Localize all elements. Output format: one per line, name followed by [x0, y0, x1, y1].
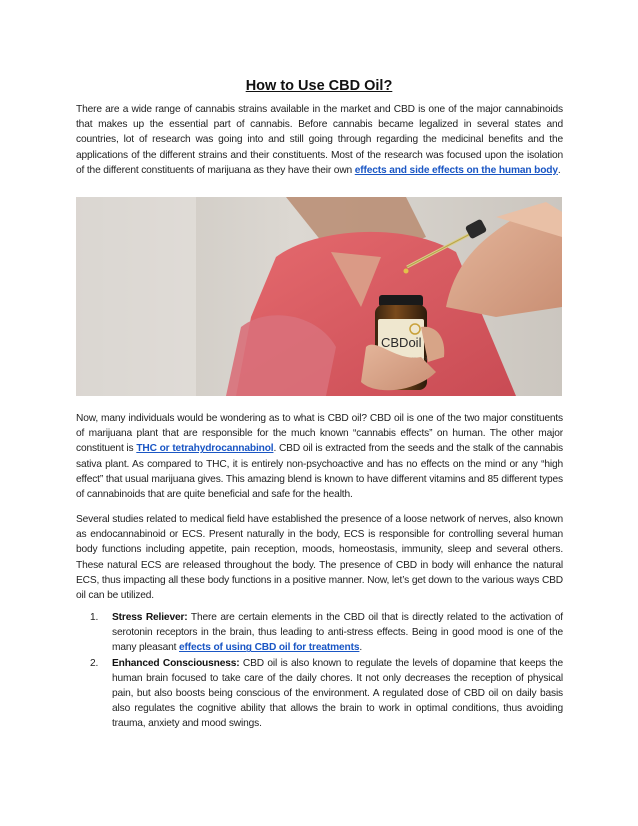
list-heading: Stress Reliever: — [112, 612, 188, 623]
treatments-link[interactable]: effects of using CBD oil for treatments — [179, 642, 360, 654]
intro-text: There are a wide range of cannabis strains available in the market and CBD is one of the major cannabinoids that makes up the essential part of cannabis. Before cannabis became legalized in several states and countries, lot of research was going into and still going through regarding the medicinal benefits and the applications of the different strains and their constituents. Most of the research was focused upon the isolation of the different constituents of marijuana as they have their own — [76, 104, 563, 176]
list-number: 2. — [90, 657, 99, 669]
list-number: 1. — [90, 612, 99, 623]
effects-link[interactable]: effects and side effects on the human body — [354, 164, 558, 176]
list-item: 2. Enhanced Consciousness: CBD oil is also known to regulate the levels of dopamine that keeps the human brain focused to take care of the daily chores. It not only decreases the reception of physical pain, but also boosts being conscious of the environment. A regulated dose of CBD oil on daily basis also regulates the cognitive ability that allows the brain to work in optimal conditions, thus avoiding trauma, anxiety and mood swings. — [90, 657, 563, 730]
intro-paragraph: There are a wide range of cannabis strains available in the market and CBD is one of the major cannabinoids that makes up the essential part of cannabis. Before cannabis became legalized in several states and countries, lot of research was going into and still going through regarding the medicinal benefits and the applications of the different strains and their constituents. Most of the research was focused upon the isolation of the different constituents of marijuana as they have their own effects and side effects on the human body. — [76, 104, 563, 176]
usage-list — [76, 610, 563, 732]
what-is-cbd-paragraph: Now, many individuals would be wondering as to what is CBD oil? CBD oil is one of the two major constituents of marijuana plant that are responsible for the much known “cannabis effects” on human. The other major constituent is THC or tetrahydrocannabinol. CBD oil is extracted from the seeds and the stalk of the cannabis sativa plant. As compared to THC, it is entirely non-psychoactive and has no effects on the mind or any “high effect” that usual marijuana gives. This amazing blend is known to have different vitamins and 85 different types of cannabinoids that are quite beneficial and safe for the health. — [76, 413, 563, 501]
list-heading: Enhanced Consciousness: — [112, 657, 240, 669]
list-item: 1. Stress Reliever: There are certain elements in the CBD oil that is directly related to the activation of serotonin receptors in the brain, thus leading to anti-stress effects. Being in good mood is one of the many pleasant effects of using CBD oil for treatments. — [90, 612, 563, 654]
bottle-label: CBDoil — [381, 335, 422, 350]
thc-link[interactable]: THC or tetrahydrocannabinol — [136, 443, 274, 455]
ecs-paragraph: Several studies related to medical field have established the presence of a loose network of nerves, also known as endocannabinoid or ECS. Present naturally in the body, ECS is responsible for controlling several human body functions including appetite, pain reception, moods, homeostasis, immunity, sleep and several others. These natural ECS are released throughout the body. The presence of CBD in body will enhance the natural ECS, thus impacting all these body functions in a positive manner. Now, let’s get down to the various ways CBD oil can be utilized. — [76, 514, 563, 602]
page-title: How to Use CBD Oil? — [245, 78, 393, 94]
cbd-oil-photo — [76, 197, 562, 396]
